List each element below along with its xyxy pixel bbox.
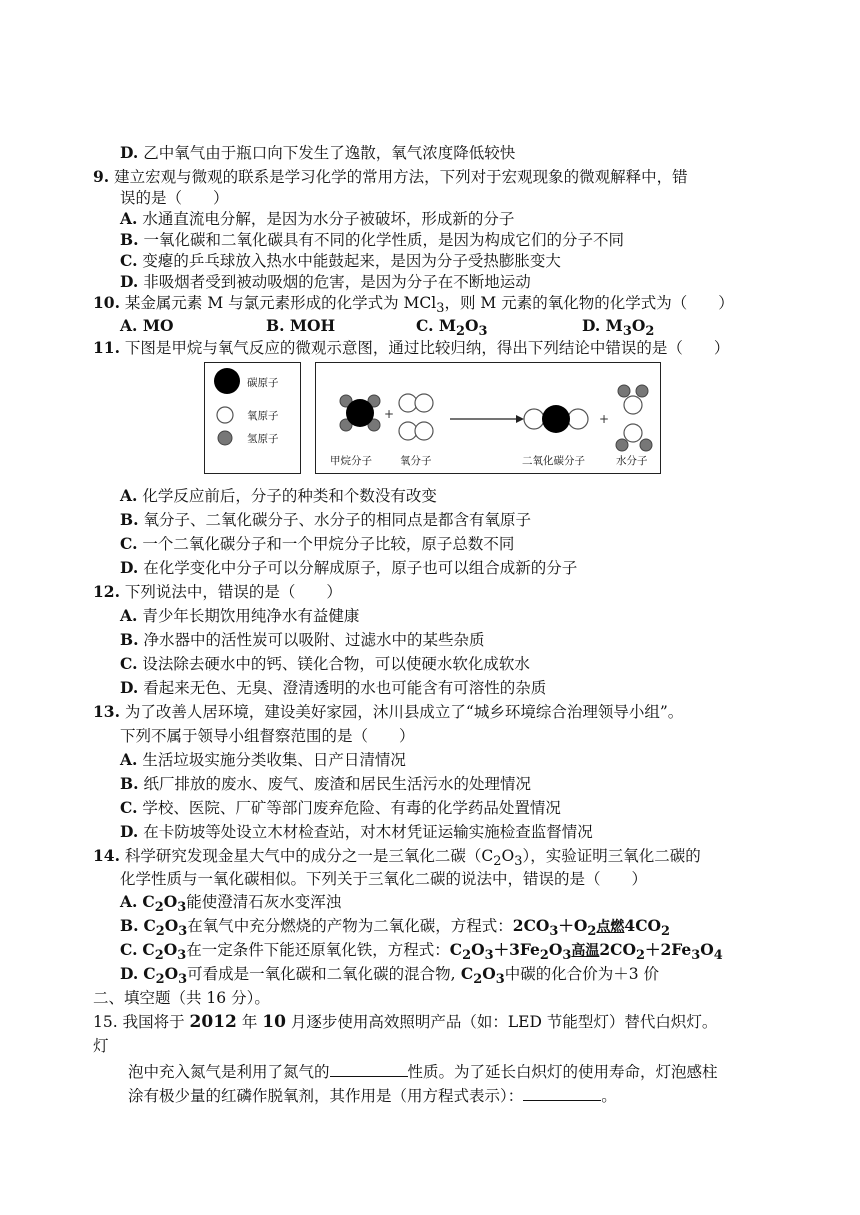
- option-label: B.: [120, 916, 139, 935]
- option-text: 设法除去硬水中的钙、镁化合物，可以使硬水软化成软水: [142, 655, 530, 673]
- question-number: 12.: [93, 582, 120, 601]
- text-part: 性质。为了延长白炽灯的使用寿命，灯泡感柱: [407, 1063, 718, 1081]
- arrow-head-icon: [516, 415, 524, 423]
- text-part: 我国将于: [122, 1013, 185, 1031]
- q9-option-d: [120, 272, 531, 292]
- question-stem: 为了改善人居环境，建设美好家园，沐川县成立了“城乡环境综合治理领导小组”。: [124, 703, 684, 721]
- answer-blank-equation[interactable]: [523, 1084, 601, 1101]
- option-label: D.: [120, 678, 139, 697]
- section-heading: 二、填空题（共 16 分）。: [93, 989, 270, 1007]
- subscript: 3: [478, 324, 488, 340]
- formula-c2o3: $C_2O_3$: [142, 892, 187, 916]
- option-label: D.: [120, 964, 139, 983]
- q15-line2: 灯: [93, 1037, 109, 1055]
- q9-option-a: [120, 209, 514, 229]
- q11-option-c: [120, 534, 514, 554]
- question-stem: 建立宏观与微观的联系是学习化学的常用方法，下列对于宏观现象的微观解释中，错: [114, 168, 688, 186]
- text-part: 泡中充入氮气是利用了氮气的: [128, 1063, 330, 1081]
- option-label: C.: [120, 251, 138, 270]
- answer-blank-nitrogen-property[interactable]: [330, 1060, 408, 1077]
- q14-option-b: [120, 916, 670, 942]
- option-text: 水通直流电分解，是因为水分子被破坏，形成新的分子: [142, 210, 515, 228]
- stem-part: 某金属元素 M 与氯元素形成的化学式为 MCl: [124, 294, 437, 312]
- formula-c2o3: $C_2O_3$: [143, 916, 188, 940]
- plus-sign: +: [599, 412, 610, 426]
- stem-part: ），实验证明三氧化二碳的: [522, 847, 701, 865]
- option-text: 生活垃圾实施分类收集、日产日清情况: [142, 751, 406, 769]
- legend-carbon-label: 碳原子: [247, 377, 279, 389]
- option-label: C.: [120, 940, 138, 959]
- q14-option-c: [120, 940, 723, 966]
- q12-option-d: [120, 678, 546, 698]
- legend-oxygen-label: 氧原子: [247, 410, 279, 422]
- subscript: 3: [436, 301, 445, 317]
- stem-part: 科学研究发现金星大气中的成分之一是三氧化二碳（C: [124, 847, 494, 865]
- option-label: B.: [120, 230, 139, 249]
- q13-option-a: [120, 750, 406, 770]
- option-label: D.: [120, 143, 139, 162]
- formula-c2o3: $C_2O_3$: [143, 964, 188, 988]
- question-stem: [124, 294, 734, 317]
- q13-stem-cont: 下列不属于领导小组督察范围的是（ ）: [120, 727, 415, 745]
- text-part: 年: [241, 1013, 258, 1031]
- q9-stem: [93, 167, 688, 187]
- oxygen-atom-icon: [217, 407, 233, 423]
- q15-line4: [128, 1084, 617, 1106]
- option-text: 纸厂排放的废水、废气、废渣和居民生活污水的处理情况: [143, 775, 531, 793]
- option-text: 在氧气中充分燃烧的产物为二氧化碳，方程式：: [187, 917, 513, 935]
- q14-stem-cont: 化学性质与一氧化碳相似。下列关于三氧化二碳的说法中，错误的是（ ）: [120, 870, 648, 888]
- year-value: 2012: [189, 1012, 237, 1032]
- subscript: 3: [622, 324, 632, 340]
- question-number: 9.: [93, 167, 110, 186]
- month-value: 10: [262, 1012, 286, 1032]
- water-molecule-icon: [616, 385, 652, 451]
- co2-molecule-icon: [524, 405, 588, 433]
- formula-part: O: [501, 847, 515, 865]
- equation: $2CO_3+O_2$点燃$4CO_2$: [512, 916, 671, 940]
- plus-sign: +: [384, 407, 395, 421]
- formula-part: O: [631, 316, 646, 335]
- question-number: 15.: [93, 1013, 118, 1031]
- q10-option-a: A. MO: [120, 316, 174, 335]
- oxygen-molecule-label: 氧分子: [400, 455, 432, 467]
- question-number: 14.: [93, 846, 120, 865]
- diagram-legend: [204, 362, 301, 474]
- option-text: 学校、医院、厂矿等部门废弃危险、有毒的化学药品处置情况: [142, 799, 561, 817]
- subscript: 2: [493, 854, 502, 870]
- q13-option-c: [120, 798, 561, 818]
- question-stem: 下列说法中，错误的是（ ）: [124, 583, 342, 601]
- q14-option-a: [120, 892, 341, 918]
- carbon-atom-icon: [214, 368, 240, 394]
- stem-part: ，则 M 元素的氧化物的化学式为（ ）: [444, 294, 734, 312]
- q12-option-c: [120, 654, 530, 674]
- methane-molecule-icon: [340, 395, 380, 431]
- option-text: 在卡防坡等处设立木材检查站，对木材凭证运输实施检查监督情况: [143, 823, 593, 841]
- hydrogen-atom-icon: [218, 431, 232, 445]
- text-part: 月逐步使用高效照明产品（如：LED 节能型灯）替代白炽灯。: [290, 1013, 718, 1031]
- option-text: 氧分子、二氧化碳分子、水分子的相同点是都含有氧原子: [143, 511, 531, 529]
- q9-option-c: [120, 251, 561, 271]
- q9-option-b: [120, 230, 624, 250]
- option-label: A.: [120, 892, 138, 911]
- option-text: 可看成是一氧化碳和二氧化碳的混合物,: [187, 965, 456, 983]
- q13-option-d: [120, 822, 593, 842]
- option-label: D.: [120, 272, 139, 291]
- option-label: B.: [120, 630, 139, 649]
- subscript: 2: [645, 324, 655, 340]
- q8-option-d: [120, 143, 515, 163]
- formula-c2o3: $C_2O_3$: [460, 964, 505, 988]
- option-label: B.: [120, 510, 139, 529]
- question-stem: [124, 847, 701, 870]
- formula-part: O: [465, 316, 479, 335]
- q12-option-a: [120, 606, 359, 626]
- q15-line3: [128, 1060, 718, 1082]
- q11-stem: [93, 338, 729, 358]
- q10-option-b: B. MOH: [266, 316, 336, 335]
- reaction-condition: 点燃: [596, 919, 625, 935]
- option-label: A.: [120, 209, 138, 228]
- question-number: 11.: [93, 338, 120, 357]
- option-text: 一氧化碳和二氧化碳具有不同的化学性质，是因为构成它们的分子不同: [143, 231, 624, 249]
- option-text: 中碳的化合价为＋3 价: [504, 965, 660, 983]
- subscript: 3: [514, 854, 523, 870]
- text-part: 涂有极少量的红磷作脱氧剂，其作用是（用方程式表示）：: [128, 1087, 524, 1105]
- q11-option-d: [120, 558, 577, 578]
- option-label: B.: [120, 774, 139, 793]
- option-label: A.: [120, 606, 138, 625]
- question-stem: 下图是甲烷与氧气反应的微观示意图，通过比较归纳，得出下列结论中错误的是（ ）: [124, 339, 730, 357]
- equation: $C_2O_3+3Fe_2O_3$高温$2CO_2+2Fe_3O_4$: [449, 940, 723, 964]
- subscript: 2: [456, 324, 465, 340]
- formula-part: C. M: [416, 316, 457, 335]
- option-label: C.: [120, 654, 138, 673]
- q12-option-b: [120, 630, 484, 650]
- question-number: 10.: [93, 293, 120, 312]
- formula-c2o3: $C_2O_3$: [142, 940, 187, 964]
- q13-option-b: [120, 774, 531, 794]
- option-text: 非吸烟者受到被动吸烟的危害，是因为分子在不断地运动: [143, 273, 531, 291]
- formula-part: D. M: [582, 316, 623, 335]
- question-number: 13.: [93, 702, 120, 721]
- option-text: 看起来无色、无臭、澄清透明的水也可能含有可溶性的杂质: [143, 679, 547, 697]
- option-label: A.: [120, 486, 138, 505]
- legend-hydrogen-label: 氢原子: [247, 433, 279, 445]
- option-text: 净水器中的活性炭可以吸附、过滤水中的某些杂质: [143, 631, 485, 649]
- option-text: 能使澄清石灰水变浑浊: [186, 893, 342, 911]
- option-label: D.: [120, 822, 139, 841]
- q11-option-a: [120, 486, 437, 506]
- option-label: D.: [120, 558, 139, 577]
- reaction-condition: 高温: [571, 943, 600, 959]
- water-label: 水分子: [616, 455, 648, 467]
- co2-label: 二氧化碳分子: [522, 455, 585, 467]
- option-label: A.: [120, 750, 138, 769]
- option-label: C.: [120, 534, 138, 553]
- option-label: C.: [120, 798, 138, 817]
- option-text: 化学反应前后，分子的种类和个数没有改变: [142, 487, 437, 505]
- q12-stem: [93, 582, 342, 602]
- q9-stem-cont: 误的是（ ）: [120, 189, 229, 207]
- q15-line1: [93, 1012, 717, 1032]
- option-text: 在一定条件下能还原氧化铁，方程式：: [186, 941, 450, 959]
- q13-stem: [93, 702, 683, 722]
- q11-option-b: [120, 510, 531, 530]
- reaction-diagram: [315, 362, 661, 474]
- option-text: 变瘪的乒乓球放入热水中能鼓起来，是因为分子受热膨胀变大: [142, 252, 561, 270]
- q14-option-d: [120, 964, 659, 990]
- text-part: 。: [601, 1087, 617, 1105]
- option-text: 青少年长期饮用纯净水有益健康: [142, 607, 360, 625]
- option-text: 在化学变化中分子可以分解成原子，原子也可以组合成新的分子: [143, 559, 578, 577]
- methane-label: 甲烷分子: [330, 455, 372, 467]
- option-text: 乙中氧气由于瓶口向下发生了逸散，氧气浓度降低较快: [143, 144, 516, 162]
- option-text: 一个二氧化碳分子和一个甲烷分子比较，原子总数不同: [142, 535, 515, 553]
- oxygen-molecule-icon: [399, 394, 433, 440]
